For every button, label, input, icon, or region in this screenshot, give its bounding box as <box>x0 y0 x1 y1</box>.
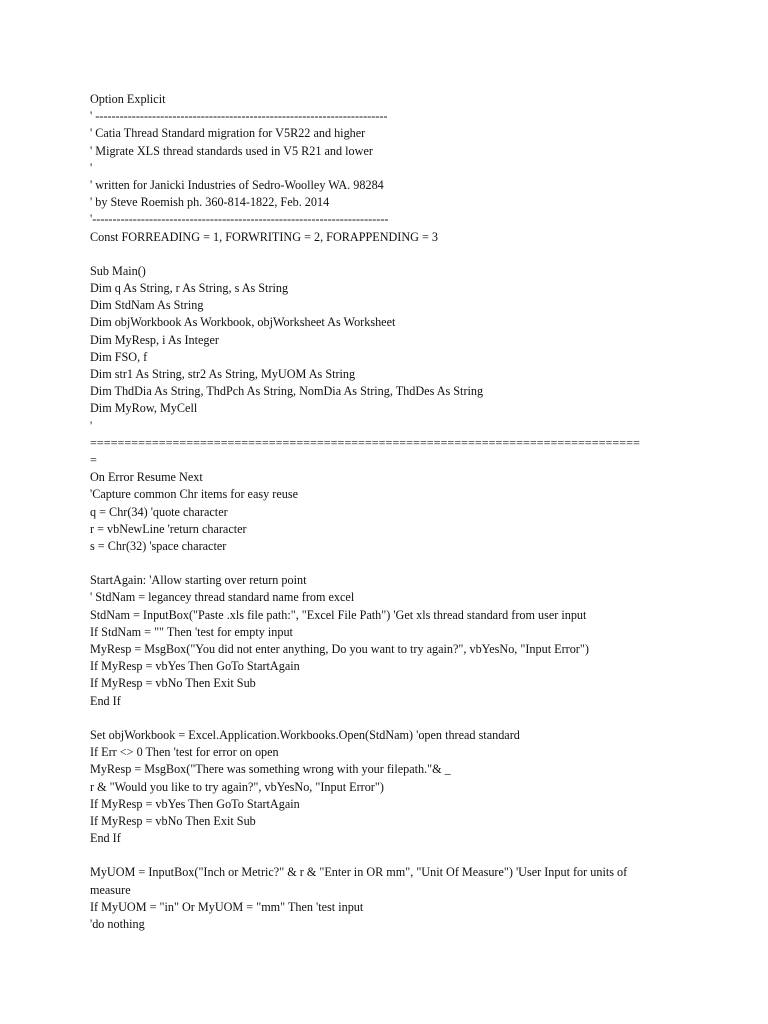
code-listing <box>90 91 690 933</box>
code-line: ' StdNam = legancey thread standard name from excel <box>90 590 355 605</box>
code-line: Const FORREADING = 1, FORWRITING = 2, FORAPPENDING = 3 <box>90 229 439 244</box>
code-line: ' ------------------------------------------------------------------------ <box>90 109 388 124</box>
code-line: MyResp = MsgBox("There was something wrong with your filepath."& _ <box>90 762 451 777</box>
separator-line: = <box>90 452 97 467</box>
blank-line <box>90 246 690 263</box>
separator-line: ================================================================================ <box>90 435 640 450</box>
code-line: If MyResp = vbYes Then GoTo StartAgain <box>90 796 300 811</box>
code-line: Dim objWorkbook As Workbook, objWorksheet As Worksheet <box>90 315 396 330</box>
code-line: MyResp = MsgBox("You did not enter anything, Do you want to try again?", vbYesNo, "Input Error") <box>90 642 589 656</box>
code-line: End If <box>90 831 121 846</box>
code-line: Dim StdNam As String <box>90 298 204 313</box>
code-line: Option Explicit <box>90 92 166 106</box>
code-line: StdNam = InputBox("Paste .xls file path:", "Excel File Path") 'Get xls thread standard from user input <box>90 607 587 622</box>
blank-line <box>90 555 690 572</box>
code-line: Dim ThdDia As String, ThdPch As String, NomDia As String, ThdDes As String <box>90 384 484 399</box>
code-line: If MyUOM = "in" Or MyUOM = "mm" Then 'test input <box>90 899 364 914</box>
code-line: ' <box>90 418 93 433</box>
code-line: 'Capture common Chr items for easy reuse <box>90 487 298 502</box>
code-line: ' Migrate XLS thread standards used in V5 R21 and lower <box>90 143 373 158</box>
code-line: s = Chr(32) 'space character <box>90 538 227 553</box>
code-line: 'do nothing <box>90 917 145 931</box>
code-line: If StdNam = "" Then 'test for empty input <box>90 624 293 639</box>
code-line: '------------------------------------------------------------------------- <box>90 212 389 227</box>
code-line: Dim str1 As String, str2 As String, MyUOM As String <box>90 367 356 381</box>
code-line: MyUOM = InputBox("Inch or Metric?" & r & "Enter in OR mm", "Unit Of Measure") 'User Input for units of <box>90 865 628 880</box>
blank-line <box>90 847 690 864</box>
code-line: Dim q As String, r As String, s As String <box>90 281 289 296</box>
code-line: Sub Main() <box>90 263 146 278</box>
code-line: q = Chr(34) 'quote character <box>90 504 228 519</box>
code-line: If MyResp = vbNo Then Exit Sub <box>90 813 256 828</box>
code-line: Dim MyResp, i As Integer <box>90 332 219 347</box>
blank-line <box>90 710 690 727</box>
code-line: ' Catia Thread Standard migration for V5R22 and higher <box>90 126 366 141</box>
code-line: Dim FSO, f <box>90 349 148 364</box>
code-line: r = vbNewLine 'return character <box>90 521 247 536</box>
code-line: ' written for Janicki Industries of Sedro-Woolley WA. 98284 <box>90 177 384 192</box>
code-line: On Error Resume Next <box>90 470 203 485</box>
code-line: ' <box>90 160 93 175</box>
code-line: Dim MyRow, MyCell <box>90 401 198 416</box>
code-line: measure <box>90 882 131 897</box>
code-line: ' by Steve Roemish ph. 360-814-1822, Feb. 2014 <box>90 195 330 210</box>
code-line: If Err <> 0 Then 'test for error on open <box>90 745 279 760</box>
code-line: End If <box>90 693 121 708</box>
code-line: StartAgain: 'Allow starting over return point <box>90 573 307 588</box>
code-line: Set objWorkbook = Excel.Application.Workbooks.Open(StdNam) 'open thread standard <box>90 727 520 742</box>
code-line: r & "Would you like to try again?", vbYesNo, "Input Error") <box>90 779 384 794</box>
code-line: If MyResp = vbNo Then Exit Sub <box>90 676 256 691</box>
code-line: If MyResp = vbYes Then GoTo StartAgain <box>90 659 300 674</box>
